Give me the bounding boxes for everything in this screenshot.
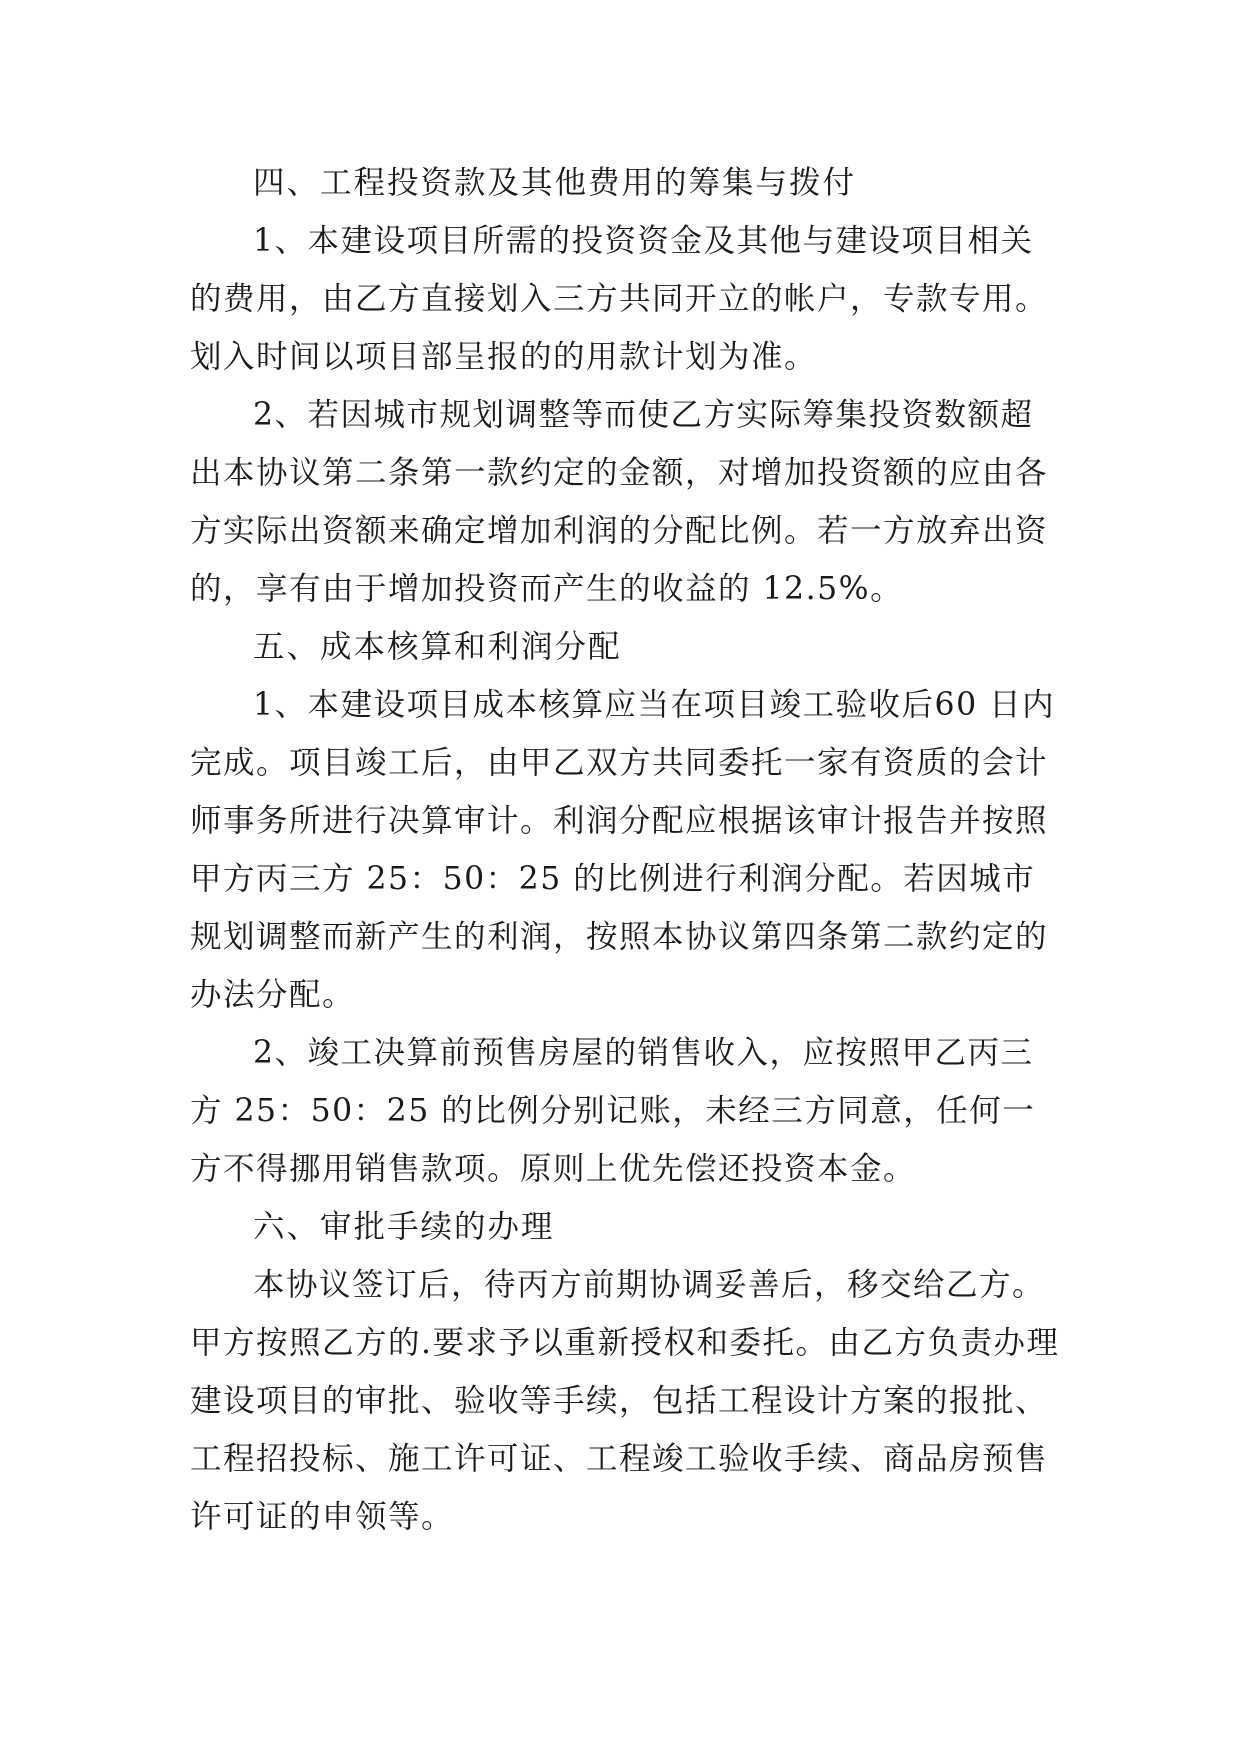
- clause-4-2: 2、若因城市规划调整等而使乙方实际筹集投资数额超出本协议第二条第一款约定的金额，对增加投资额的应由各方实际出资额来确定增加利润的分配比例。若一方放弃出资的，享有由于增加投资而产生的收益的 12.5%。: [190, 397, 1049, 607]
- section-heading-6: 六、审批手续的办理: [253, 1209, 555, 1245]
- clause-6-body: 本协议签订后，待丙方前期协调妥善后，移交给乙方。甲方按照乙方的.要求予以重新授权和委托。由乙方负责办理建设项目的审批、验收等手续，包括工程设计方案的报批、工程招投标、施工许可证、工程竣工验收手续、商品房预售许可证的申领等。: [190, 1267, 1060, 1535]
- document-body: [190, 154, 1060, 1546]
- section-heading-4: 四、工程投资款及其他费用的筹集与拨付: [253, 165, 857, 201]
- clause-5-1: 1、本建设项目成本核算应当在项目竣工验收后60 日内完成。项目竣工后，由甲乙双方共同委托一家有资质的会计师事务所进行决算审计。利润分配应根据该审计报告并按照甲方丙三方 25：50：25 的比例进行利润分配。若因城市规划调整而新产生的利润，按照本协议第四条第二款约定的办法分配。: [190, 687, 1056, 1013]
- clause-5-2: 2、竣工决算前预售房屋的销售收入，应按照甲乙丙三方 25：50：25 的比例分别记账，未经三方同意，任何一方不得挪用销售款项。原则上优先偿还投资本金。: [190, 1035, 1036, 1187]
- clause-4-1: 1、本建设项目所需的投资资金及其他与建设项目相关的费用，由乙方直接划入三方共同开立的帐户，专款专用。划入时间以项目部呈报的的用款计划为准。: [190, 223, 1049, 375]
- section-heading-5: 五、成本核算和利润分配: [253, 629, 622, 665]
